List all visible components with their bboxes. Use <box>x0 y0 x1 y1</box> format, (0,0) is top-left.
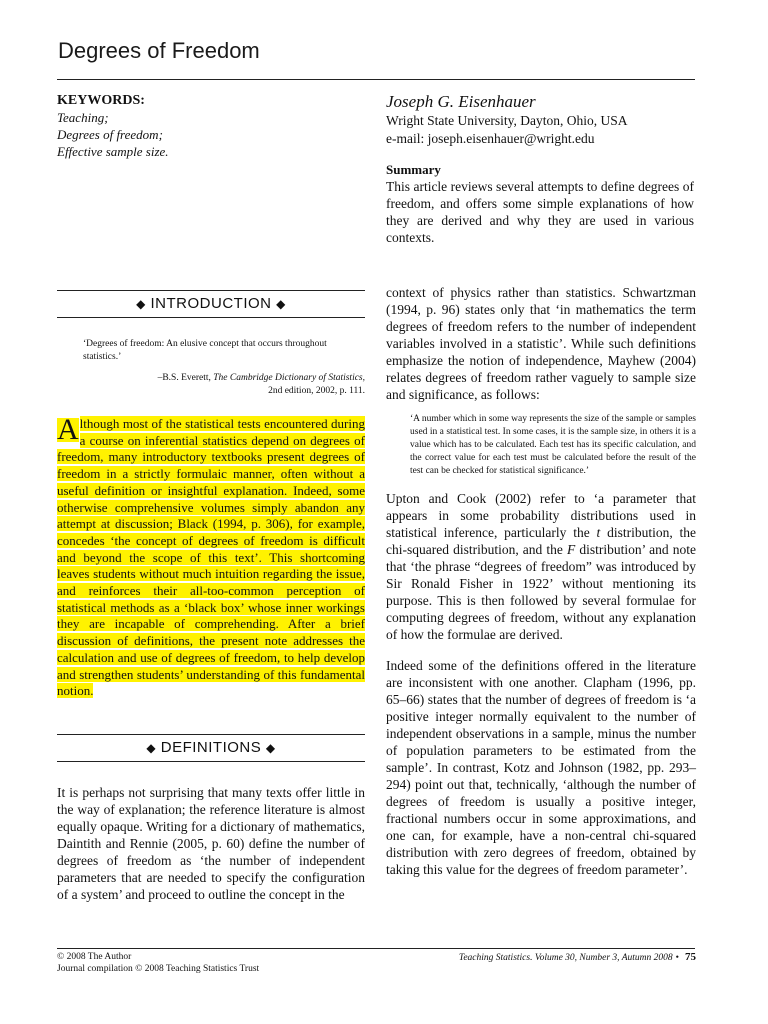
definitions-heading <box>57 734 365 762</box>
keywords-block <box>57 92 357 160</box>
page-number: 75 <box>685 951 696 963</box>
text-run: Upton and Cook (2002) refer to ‘a parameter that appears in some probability distributions used in statistical inference, particularly the <box>386 491 696 540</box>
body-paragraph <box>386 490 696 643</box>
italic-symbol: t <box>596 525 601 540</box>
footer-journal <box>400 951 696 963</box>
title-rule <box>57 79 695 80</box>
introduction-paragraph <box>57 413 365 700</box>
copyright-line: © 2008 The Author <box>57 952 132 962</box>
right-column <box>386 284 696 878</box>
keyword-item: Effective sample size. <box>57 144 169 159</box>
italic-symbol: F <box>566 542 576 557</box>
footer-copyright <box>57 951 259 975</box>
highlighted-text: lthough most of the statistical tests encountered during a course on inferential statistics depend on degrees of freedom, many introductory textbooks present degrees of freedom in a strictly formulaic manner, often without a useful definition or insightful explanation. Indeed, some otherwise comprehensive volumes simply abandon any attempt at discussion; Black (1994, p. 306), for example, concedes ‘the concept of degrees of freedom is difficult and beyond the scope of this text’. This shortcoming leaves students without much intuition regarding the issue, and reinforces their all-too-common perception of statistical methods as a ‘black box’ whose inner workings they are incapable of comprehending. After a brief discussion of definitions, the present note addresses the calculation and use of degrees of freedom, to help develop and strengthen students’ understanding of this fundamental notion. <box>57 416 365 699</box>
definitions-paragraph: It is perhaps not surprising that many texts offer little in the way of explanation; the reference literature is almost equally opaque. Writing for a dictionary of mathematics, Daintith and Rennie (2005, p. 60) define the number of degrees of freedom as ‘the number of independent parameters that are needed to specify the configuration of a system’ and proceed to outline the concept in the <box>57 784 365 902</box>
bullet-icon: • <box>675 953 679 963</box>
definitions-heading-label: DEFINITIONS <box>160 738 262 756</box>
left-column <box>57 290 365 903</box>
introduction-heading-label: INTRODUCTION <box>150 295 272 312</box>
epigraph-edition: 2nd edition, 2002, p. 111. <box>268 386 365 396</box>
author-block <box>386 92 706 246</box>
article-title: Degrees of Freedom <box>58 38 260 63</box>
text-run: distribution’ and note that ‘the phrase “degrees of freedom” was introduced by Sir Ronald Fisher in 1922’ without mentioning its purpose. This is then followed by several formulae for computing degrees of freedom, without any explanation of how the formulae are derived. <box>386 542 696 642</box>
introduction-heading <box>57 290 365 318</box>
diamond-icon: ◆ <box>146 740 157 755</box>
epigraph-quote: ‘Degrees of freedom: An elusive concept that occurs throughout statistics.’ <box>83 339 327 362</box>
epigraph-work: The Cambridge Dictionary of Statistics, <box>213 373 365 383</box>
body-paragraph: Indeed some of the definitions offered in the literature are inconsistent with one another. Clapham (1996, pp. 65–66) states that the number of degrees of freedom is ‘a positive integer normally equivalent to the number of independent observations in a sample, minus the number of population parameters to be estimated from the sample’. In contrast, Kotz and Johnson (1982, pp. 293–294) point out that, technically, ‘although the number of degrees of freedom is usually a positive integer, fractional numbers occur in some approximations, and one can, for example, have a non-central chi-squared distribution with zero degrees of freedom, obtained by taking this value for the degrees of freedom parameter’. <box>386 658 696 877</box>
journal-citation: Teaching Statistics. Volume 30, Number 3, Autumn 2008 <box>458 953 673 963</box>
diamond-icon: ◆ <box>265 740 276 755</box>
author-name: Joseph G. Eisenhauer <box>386 92 536 111</box>
body-paragraph: context of physics rather than statistics. Schwartzman (1994, p. 96) states only that ‘in mathematics the term degrees of freedom refers to the number of independent variables involved in a statistic’. While such definitions emphasize the notion of independence, Mayhew (2004) relates degrees of freedom rather vaguely to sample size and significance, as follows: <box>386 285 696 402</box>
summary-text: This article reviews several attempts to define degrees of freedom, and offers some simple explanations of how they are derived and why they are used in various contexts. <box>386 179 694 245</box>
keyword-item: Degrees of freedom; <box>57 127 163 142</box>
keywords-heading: KEYWORDS: <box>57 93 145 108</box>
author-affiliation: Wright State University, Dayton, Ohio, USA <box>386 113 628 128</box>
diamond-icon: ◆ <box>276 297 286 311</box>
author-email: e-mail: joseph.eisenhauer@wright.edu <box>386 131 595 146</box>
text-run: distribution, the chi-squared distribution, and the <box>386 525 696 557</box>
definitions-section <box>57 734 365 903</box>
epigraph-source <box>57 372 365 398</box>
compilation-line: Journal compilation © 2008 Teaching Statistics Trust <box>57 964 260 974</box>
drop-cap: A <box>57 413 79 446</box>
epigraph-author: –B.S. Everett, <box>157 373 211 383</box>
footer-rule <box>57 948 695 949</box>
keyword-item: Teaching; <box>57 110 109 125</box>
block-quote: ‘A number which in some way represents the size of the sample or samples used in a statistical test. In some cases, it is the sample size, in others it is a value which has to be calculated. Each test has its specific calculation, and the correct value for each test must be calculated before the result of the test can be checked for statistical significance.’ <box>410 414 696 476</box>
diamond-icon: ◆ <box>136 297 146 311</box>
summary-heading: Summary <box>386 162 441 177</box>
